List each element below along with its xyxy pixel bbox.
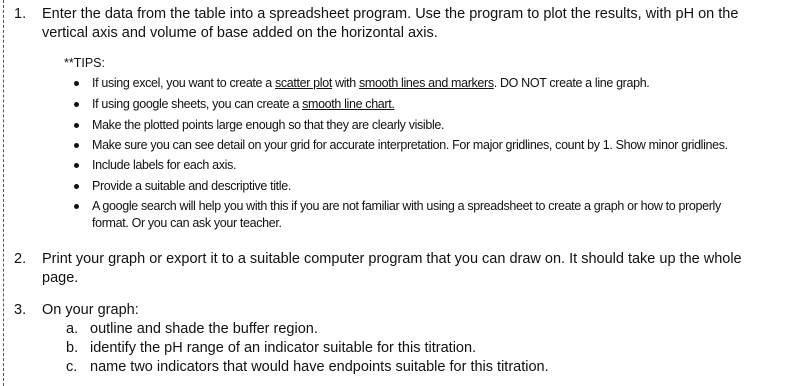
tip-text: Provide a suitable and descriptive title.	[92, 179, 291, 193]
item-text	[42, 301, 797, 320]
tip-text-part: If using google sheets, you can create a	[92, 97, 303, 111]
item-number: 2.	[14, 251, 27, 267]
item-text-line: Enter the data from the table into a spreadsheet program. Use the program to plot the results, with pH on the	[42, 6, 739, 22]
tip-text-line: format. Or you can ask your teacher.	[92, 216, 282, 230]
sub-item-text: name two indicators that would have endpoints suitable for this titration.	[90, 359, 549, 375]
tip-text-part: . DO NOT create a line graph.	[493, 76, 650, 90]
tip-text-part: with	[331, 76, 360, 90]
tip-text: Make the plotted points large enough so that they are clearly visible.	[92, 118, 445, 132]
item-number: 3.	[14, 302, 27, 318]
item-number: 1.	[14, 6, 27, 22]
sub-item-letter: c.	[66, 359, 78, 375]
tip-text	[92, 97, 394, 112]
bullet-icon	[74, 184, 79, 189]
tip-text	[92, 199, 721, 231]
bullet-icon	[74, 123, 79, 128]
tip-text: Make sure you can see detail on your grid for accurate interpretation. For major gridlines, count by 1. Show minor gridlines.	[92, 138, 728, 152]
smooth-line-chart-term: smooth line chart.	[302, 97, 395, 111]
item-text-line: vertical axis and volume of base added on the horizontal axis.	[42, 25, 438, 41]
bullet-icon	[74, 163, 79, 168]
margin-dashed-line	[3, 0, 4, 386]
bullet-icon	[74, 81, 79, 86]
tips-title: **TIPS:	[64, 56, 105, 70]
sub-item-text: identify the pH range of an indicator suitable for this titration.	[90, 340, 477, 356]
scatter-plot-term: scatter plot	[275, 76, 332, 90]
bullet-icon	[74, 143, 79, 148]
tip-text: Include labels for each axis.	[92, 158, 237, 172]
smooth-lines-term: smooth lines and markers	[359, 76, 494, 90]
item-text	[42, 250, 797, 288]
item-text-line: On your graph:	[42, 302, 139, 318]
bullet-icon	[74, 102, 79, 107]
item-text-line: Print your graph or export it to a suitable computer program that you can draw on. It should take up the whole	[42, 251, 742, 267]
tip-text	[92, 76, 649, 91]
bullet-icon	[74, 204, 79, 209]
sub-item-letter: b.	[66, 340, 79, 356]
tip-text-part: If using excel, you want to create a	[92, 76, 275, 90]
item-text	[42, 5, 797, 43]
item-text-line: page.	[42, 270, 79, 286]
sub-item-text: outline and shade the buffer region.	[90, 321, 318, 337]
tip-text-line: A google search will help you with this if you are not familiar with using a spreadsheet to create a graph or how to properly	[92, 199, 721, 213]
sub-item-letter: a.	[66, 321, 79, 337]
